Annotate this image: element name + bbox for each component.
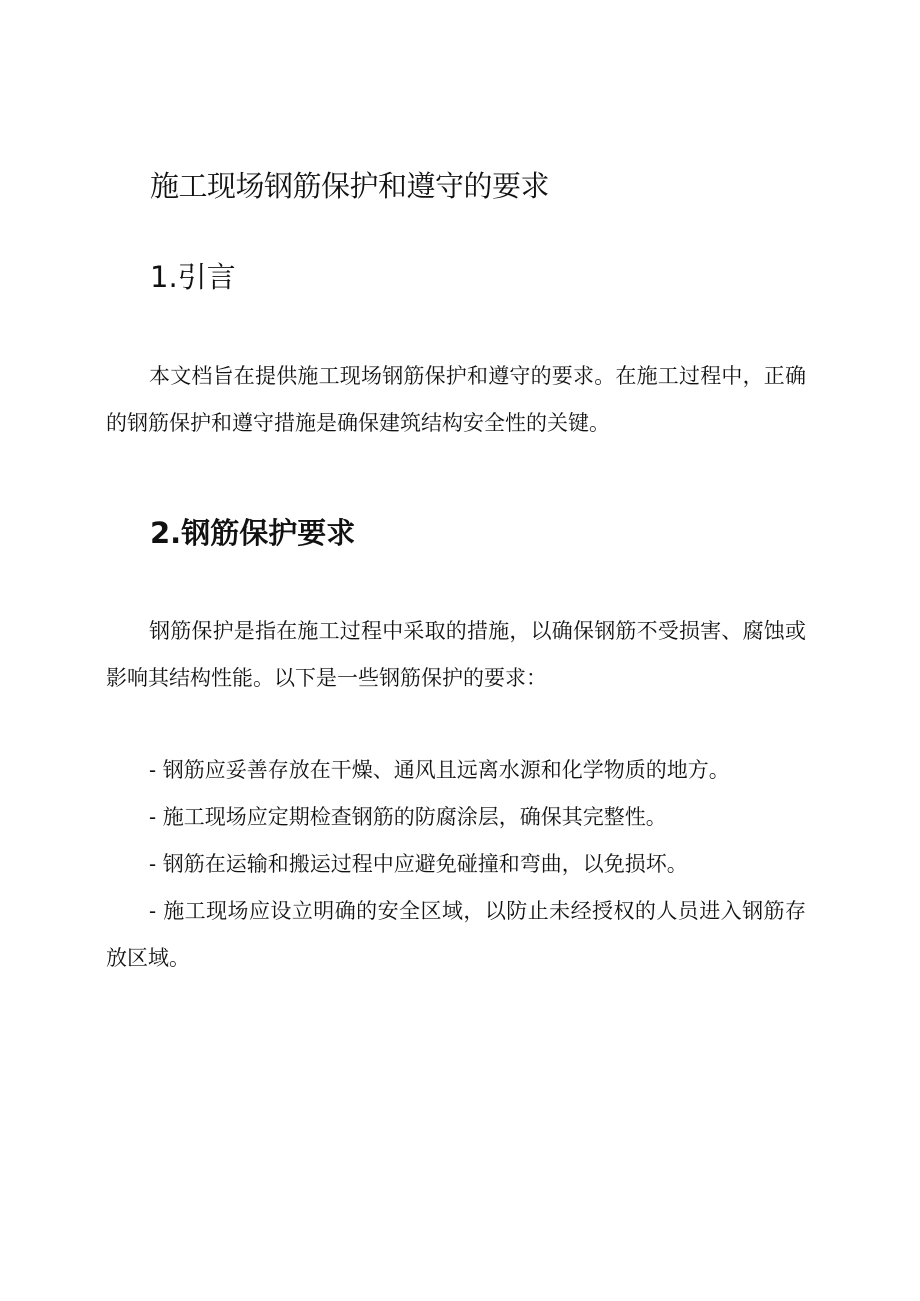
- rebar-protection-paragraph: 钢筋保护是指在施工过程中采取的措施，以确保钢筋不受损害、腐蚀或影响其结构性能。以下是一些钢筋保护的要求：: [106, 619, 806, 690]
- introduction-paragraph: 本文档旨在提供施工现场钢筋保护和遵守的要求。在施工过程中，正确的钢筋保护和遵守措施是确保建筑结构安全性的关键。: [106, 364, 806, 435]
- list-item: - 钢筋应妥善存放在干燥、通风且远离水源和化学物质的地方。: [149, 758, 730, 782]
- list-item: - 施工现场应设立明确的安全区域，以防止未经授权的人员进入钢筋存放区域。: [106, 899, 806, 970]
- section-heading-rebar-protection: 2.钢筋保护要求: [150, 516, 356, 550]
- requirements-list: [106, 747, 806, 982]
- section-heading-introduction: 1.引言: [150, 260, 236, 294]
- list-item: - 施工现场应定期检查钢筋的防腐涂层，确保其完整性。: [149, 805, 667, 829]
- document-title: 施工现场钢筋保护和遵守的要求: [150, 169, 550, 203]
- list-item: - 钢筋在运输和搬运过程中应避免碰撞和弯曲，以免损坏。: [149, 852, 688, 876]
